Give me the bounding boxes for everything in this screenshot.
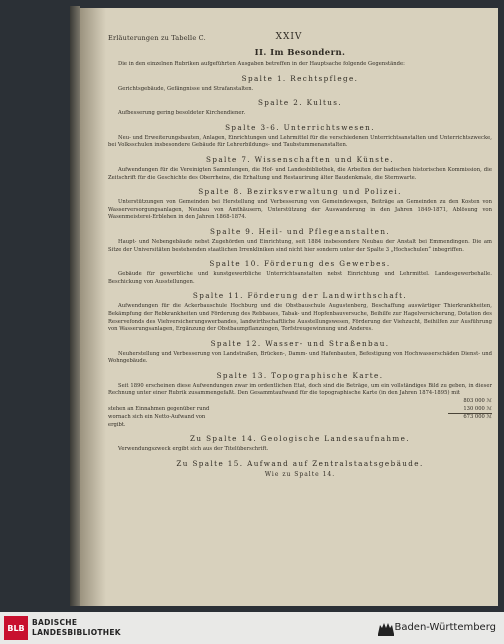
running-header: Erläuterungen zu Tabelle C. — [108, 34, 206, 42]
section-title: II. Im Besondern. — [254, 48, 346, 58]
ledger-row — [108, 398, 492, 406]
page-content — [108, 48, 492, 478]
spalte-heading: Spalte 7. Wissenschaften und Künste. — [206, 154, 394, 164]
ledger-row — [108, 422, 492, 430]
blb-name-line: LANDESBIBLIOTHEK — [32, 627, 121, 637]
ledger-label: wornach sich ein Netto-Aufwand von — [108, 414, 206, 421]
spalte-text: Haupt- und Nebengebäude nebst Zugehörden und Einrichtung, seit 1884 insbesondere Neubau der Anstalt bei Emmendingen. Die am Sitze der Universitäten bestehenden staatlichen Irrenkliniken sind nicht hier sondern unter der Spalte 3 „Hochschulen“ inbegriffen. — [108, 238, 492, 253]
spalte-text: Aufwendungen für die Vereinigten Sammlungen, die Hof- und Landesbibliothek, die Arbeiten der badischen historischen Kommission, die Zeitschrift für die Geschichte des Oberrheins, die Erhaltung und Restaurirung älter Baudenkmale, die Sternwarte. — [108, 166, 492, 181]
intro-text: Die in den einzelnen Rubriken aufgeführten Ausgaben betreffen in der Hauptsache folgende Gegenstände: — [118, 61, 405, 67]
ledger-amount: 130 000 ℳ — [463, 405, 492, 412]
spalte-heading: Spalte 8. Bezirksverwaltung und Polizei. — [198, 187, 402, 197]
cost-ledger — [108, 398, 492, 429]
spalte-heading: Spalte 12. Wasser- und Straßenbau. — [210, 338, 390, 348]
spalte-heading: Spalte 11. Förderung der Landwirthschaft. — [192, 291, 408, 301]
spalte-text: Neu- und Erweiterungsbauten, Anlagen, Einrichtungen und Lehrmittel für die verschiedenen Unterrichtsanstalten und Unterrichtszwecke, bei Volksschulen insbesondere Gebäude für Lehrerbildungs- und Taubstummenanstalten. — [108, 134, 492, 149]
spalte-subtext: Wie zu Spalte 14. — [264, 471, 336, 479]
ledger-label: stehen an Einnahmen gegenüber rund — [108, 405, 210, 412]
ledger-row — [108, 406, 492, 414]
page-edge — [70, 6, 80, 606]
page-number: XXIV — [275, 32, 303, 42]
spalte-text: Aufwendungen für die Ackerbauschule Hochburg und die Obstbauschule Augustenberg, Beschaffung auswärtiger Thierkrankheiten, Bekämpfung der Rebkrankheiten und Förderung des Rebbaues, Tabak- und Hopfenbauversuche, Beihilfe zur Hagelversicherung, Dotation des Reservefonds des Viehversicherungswerbandes, landwirthschaftliche Ausstellungswesen, Förderung der Viehzucht, Beihilfen zur Ausführung von Wasserungsanlagen, Ergänzung der Obstbaumpflanzungen, Torfstreugewinnung und Anderes. — [108, 303, 492, 333]
spalte-text: Verwendungszweck ergibt sich aus der Titelüberschrift. — [118, 446, 269, 453]
ledger-amount: 673 000 ℳ — [463, 414, 492, 421]
footer-bar — [0, 612, 504, 644]
spalte-heading: Spalte 2. Kultus. — [257, 98, 343, 108]
spalte-heading: Spalte 3-6. Unterrichtswesen. — [225, 122, 375, 132]
spalte-heading: Zu Spalte 15. Aufwand auf Zentralstaatsgebäude. — [176, 459, 424, 469]
spalte-text: Gerichtsgebäude, Gefängnisse und Strafanstalten. — [118, 85, 254, 92]
spalte-text: Seit 1890 erscheinen diese Aufwendungen zwar im ordentlichen Etat, doch sind die Beträge, um ein vollständiges Bild zu geben, in dieser Rechnung unter einer Rubrik zusammengefaßt. Den Gesammtaufwand für die topographische Karte (in den Jahren 1874-1895) mit — [108, 382, 492, 397]
spalte-text: Gebäude für gewerbliche und kunstgewerbliche Unterrichtsanstalten nebst Einrichtung und Lehrmittel. Landesgewerbehalle. Beschickung von Ausstellungen. — [108, 271, 492, 285]
ledger-label: ergibt. — [108, 421, 126, 428]
spalte-heading: Zu Spalte 14. Geologische Landesaufnahme. — [190, 434, 410, 444]
bw-lions-icon — [376, 619, 396, 637]
bw-label[interactable]: Baden-Württemberg — [394, 622, 496, 633]
spalte-heading: Spalte 13. Topographische Karte. — [216, 370, 384, 380]
spalte-heading: Spalte 1. Rechtspflege. — [241, 73, 359, 83]
ledger-row — [108, 414, 492, 422]
blb-name[interactable] — [32, 618, 121, 637]
spalte-text: Aufbesserung gering besoldeter Kirchendiener. — [118, 110, 246, 117]
spalte-heading: Spalte 10. Förderung des Gewerbes. — [209, 259, 391, 269]
spalte-heading: Spalte 9. Heil- und Pflegeanstalten. — [209, 226, 391, 236]
ledger-amount: 803 000 ℳ — [463, 398, 492, 405]
spalte-text: Unterstützungen von Gemeinden bei Herstellung und Verbesserung von Gemeindewegen, Beiträge an Gemeinden zu den Kosten von Wasserversorgungsanlagen, Neubau von Amthäusern, Unterstützung der Auswanderung in den Jahren 1849-1871, Ablösung von Wasenmeisterei-Erblehen in den Jahren 1868-1874. — [108, 199, 492, 221]
blb-logo-icon[interactable]: BLB — [4, 616, 28, 640]
blb-name-line: BADISCHE — [32, 618, 78, 627]
spalte-text: Neuherstellung und Verbesserung von Landstraßen, Brücken-, Damm- und Hafenbauten, Befestigung von Hochwasserschäden Dienst- und Wohngebäude. — [108, 350, 492, 365]
book-page — [80, 8, 498, 606]
